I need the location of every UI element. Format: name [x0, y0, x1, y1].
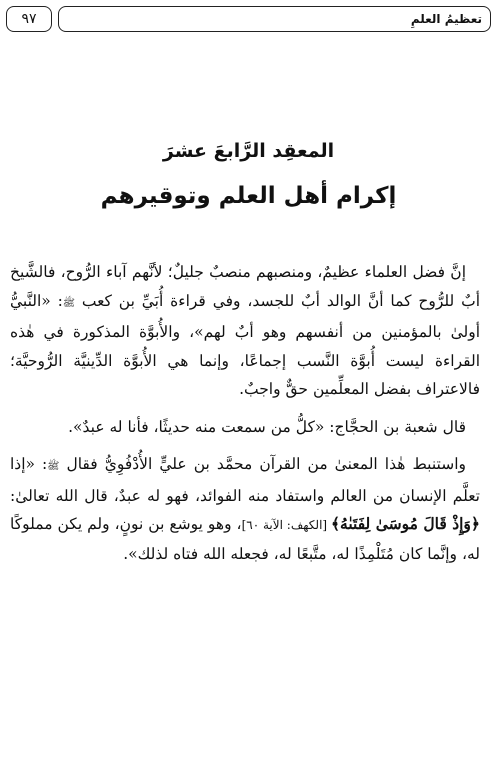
honorific-mark: ﷺ: [47, 461, 60, 472]
quran-verse: ﴿وَإِذْ قَالَ مُوسَىٰ لِفَتَىٰهُ﴾: [330, 514, 480, 533]
section-main-title: إكرام أهل العلم وتوقيرهم: [100, 183, 397, 209]
paragraph-1-rest: : «النَّبيُّ أولىٰ بالمؤمنين من أنفسهم وهو أبٌ لهم»، والأُبوَّة المذكورة في هٰذه القراءة ليست أُبوَّة النَّسب إجماعًا، وإنما هي الأُبوَّة الدِّينيَّة الرُّوحيَّة؛ فالاعتراف بفضل المعلِّمين حقٌّ واجبٌ.: [10, 291, 480, 398]
paragraph-2: قال شعبة بن الحجَّاج: «كلُّ من سمعت منه حديثًا، فأنا له عبدٌ».: [68, 417, 466, 436]
running-header: [6, 6, 491, 36]
honorific-mark: ﷺ: [62, 297, 75, 309]
page-number: ٩٧: [6, 6, 52, 32]
body-text: [10, 258, 480, 577]
paragraph-1: [10, 258, 480, 404]
section-ordinal-title: المعقِد الرَّابعَ عشرَ: [162, 140, 335, 162]
running-title: تعظيمُ العلمِ: [58, 6, 491, 32]
paragraph-3-quote-b: ، وهو يوشع بن نونٍ، ولم يكن مملوكًا له، وإنَّما كان مُتَلْمِذًا له، متَّبعًا له، فجعله الله فتاه لذلك».: [10, 515, 480, 563]
verse-reference: [الكهف: الآية ٦٠]: [241, 518, 331, 532]
paragraph-3: [10, 450, 480, 568]
paragraph-3-quote-a: : «إذا تعلَّم الإنسان من العالم واستفاد منه الفوائد، فهو له عبدٌ، قال الله تعالىٰ:: [10, 455, 480, 505]
paragraph-1-text: إنَّ فضل العلماء عظيمٌ، ومنصبهم منصبٌ جليلٌ؛ لأنَّهم آباء الرُّوح، فالشَّيخ أبٌ للرُّوح كما أنَّ الوالد أبٌ للجسد، وفي قراءة أُبَيِّ بن كعب: [10, 263, 481, 310]
paragraph-3-text: واستنبط هٰذا المعنىٰ من القرآن محمَّد بن عليٍّ الأُدْفُوِيُّ فقال: [66, 455, 466, 473]
